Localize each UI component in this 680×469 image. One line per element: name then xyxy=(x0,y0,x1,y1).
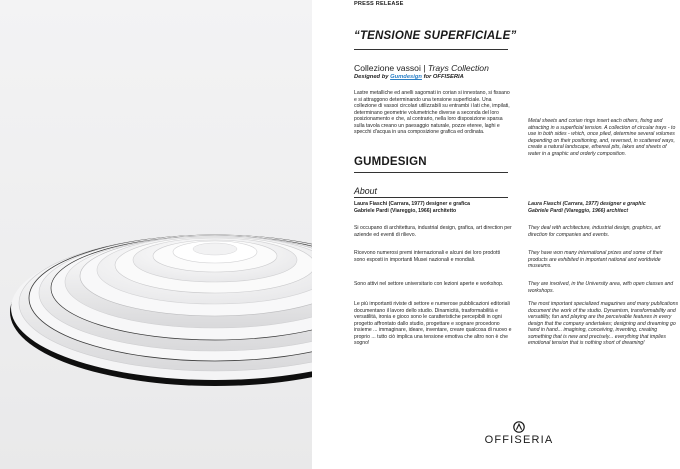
about-paragraph-en: They deal with architecture, industrial design, graphics, art direction for companies and events. xyxy=(528,225,661,238)
designer-name-en: Laura Fiaschi (Carrara, 1977) designer e graphic xyxy=(528,201,646,207)
intro-text-it: Lastre metalliche ed anelli sagomati in corian si innestano, si fissano e si attraggono determinando una tensione superficiale. Una collezione di vassoi circolari utilizzabili su entrambi i lati che, impilati, determinano geometrie volumetriche diverse a seconda del loro posizionamento e che, al contrario, nella loro disposizione sparsa sulla tavola creano un paesaggio naturale, pozze eteree, laghi e specchi d'acqua in una composizione grafica ed ordinata. xyxy=(354,90,510,135)
about-paragraph-it: Le più importanti riviste di settore e numerose pubblicazioni editoriali documentano il lavoro dello studio. Dinamicità, trasformabilità e versatilità, ironia e gioco sono le caratteristiche percepibili in ogni progetto affrontato dallo studio, progettare e sognare procedono insieme ... immaginare, ideare, inventare, creare qualcosa di nuovo e proprio ... tutto ciò implica una tensione emotiva che altro non è che sogno! xyxy=(354,301,512,346)
logo-text: OFFISERIA xyxy=(484,434,554,446)
brand-name: GUMDESIGN xyxy=(354,156,427,168)
collection-separator: | xyxy=(420,63,428,73)
designed-suffix: for OFFISERIA xyxy=(421,74,464,80)
collection-name-en: Trays Collection xyxy=(427,63,489,73)
divider xyxy=(354,49,508,50)
stacked-trays-illustration xyxy=(0,0,312,469)
about-paragraph-it: Si occupano di architettura, industrial design, grafica, art direction per aziende ed eventi di rilievo. xyxy=(354,225,512,238)
designer-name-en: Gabriele Pardi (Viareggio, 1966) architect xyxy=(528,207,629,214)
designer-name-it: Laura Fiaschi (Carrara, 1977) designer e grafica xyxy=(354,201,471,207)
collection-title xyxy=(354,63,489,73)
about-paragraph-en: The most important specialized magazines and many publications document the work of the studio. Dynamism, transformability and versatility, fun and playing are the perceivable features in every design that the company undertakes; designing and dreaming go hand in hand... imagining, conceiving, inventing, creating something that is new and precisely... everything that implies emotional tension that is nothing short of dreaming! xyxy=(528,301,679,346)
product-photo xyxy=(0,0,312,469)
press-release-page xyxy=(312,0,680,469)
press-release-label: PRESS RELEASE xyxy=(354,1,404,7)
about-paragraph-it: Ricevono numerosi premi internazionali e alcuni dei loro prodotti sono esposti in importanti Musei nazionali e mondiali. xyxy=(354,250,501,263)
divider xyxy=(354,172,508,173)
headline: “TENSIONE SUPERFICIALE” xyxy=(354,30,517,42)
about-paragraph-en: They have won many international prizes and some of their products are exhibited in important national and worldwide museums. xyxy=(528,250,663,269)
offiseria-logo xyxy=(471,421,567,446)
designers-it xyxy=(354,201,512,214)
designer-name-it: Gabriele Pardi (Viareggio, 1966) architetto xyxy=(354,207,457,214)
offiseria-logo-icon xyxy=(513,421,525,433)
intro-text-en: Metal sheets and corian rings insert each others, fixing and attracting in a superficial tension. A collection of circular trays - to use in both sides - which, once piled, determine several volumes depending on their positioning, and, reversed, in scattered ways, create a natural landscape, ethereal pits, lakes and sheets of water in a graphic and orderly composition. xyxy=(528,118,676,157)
collection-name-it: Collezione vassoi xyxy=(354,63,421,73)
designer-link[interactable]: Gumdesign xyxy=(390,74,422,80)
designers-en xyxy=(528,201,680,214)
about-paragraph-en: They are involved, in the University area, with open classes and workshops. xyxy=(528,281,674,294)
about-heading: About xyxy=(354,186,377,196)
divider xyxy=(354,197,508,198)
designed-prefix: Designed by xyxy=(354,74,391,80)
about-paragraph-it: Sono attivi nel settore universitario con lezioni aperte e workshop. xyxy=(354,281,504,287)
designer-credit xyxy=(354,74,464,80)
